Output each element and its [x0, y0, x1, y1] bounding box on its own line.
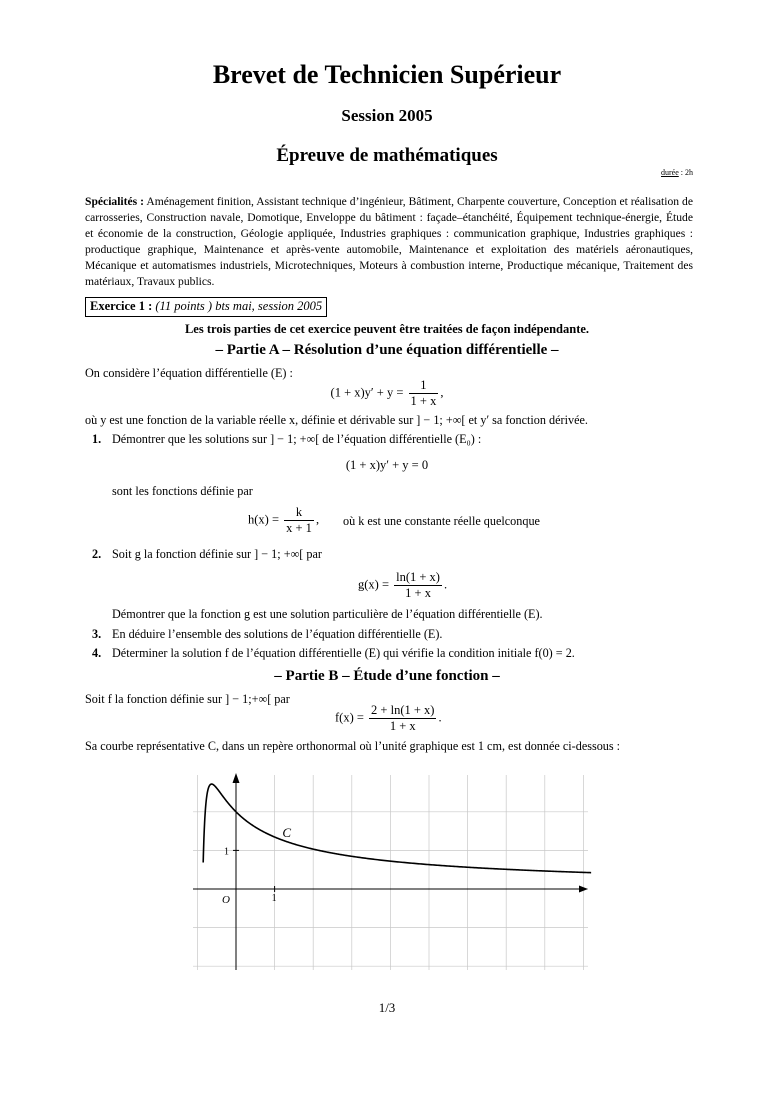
specialities-text: Aménagement finition, Assistant technique d’ingénieur, Bâtiment, Charpente couverture, Conception et réalisation de carrosseries, Construction navale, Domotique, Enveloppe du bâtiment : façade–étanchéité, Équipement technique-énergie, Étude et économie de la construction, Géologie appliquée, Industries graphiques : communication graphique, Industries graphiques : productique graphique, Maintenance et après-vente automobile, Maintenance et exploitation des matériels aéronautiques, Mécanique et automatismes industriels, Microtechniques, Moteurs à combustion interne, Productique mécanique, Traitement des matériaux, Travaux publics. — [85, 195, 693, 288]
equation-g-end: . — [443, 577, 448, 592]
page-number: 1/3 — [378, 1000, 396, 1015]
equation-f-left: f(x) = — [335, 710, 368, 725]
question-3-number: 3. — [92, 627, 102, 641]
question-1-after: sont les fonctions définie par — [112, 484, 253, 498]
x-tick-label: 1 — [271, 893, 277, 904]
question-1-text: Démontrer que les solutions sur ] − 1; +∞[ de l’équation différentielle (E₀) : — [112, 432, 482, 446]
equation-f-end: . — [438, 710, 442, 725]
curve-description: Sa courbe représentative C, dans un repère orthonormal où l’unité graphique est 1 cm, est donnée ci-dessous : — [85, 739, 621, 753]
curve-label: C — [282, 824, 291, 840]
question-3-text: En déduire l’ensemble des solutions de l’équation différentielle (E). — [112, 627, 443, 641]
equation-e0: (1 + x)y′ + y = 0 — [345, 458, 429, 472]
duration-label: durée — [661, 168, 679, 177]
fraction-denominator: x + 1 — [286, 521, 312, 535]
part-a-heading: – Partie A – Résolution d’une équation différentielle – — [215, 342, 559, 358]
document-title: Brevet de Technicien Supérieur — [212, 60, 562, 89]
part-b-intro: Soit f la fonction définie sur ] − 1;+∞[ par — [85, 692, 290, 706]
grid — [193, 775, 588, 970]
question-4-text: Déterminer la solution f de l’équation différentielle (E) qui vérifie la condition initiale f(0) = 2. — [112, 646, 575, 660]
part-a-after-equation: où y est une fonction de la variable réelle x, définie et dérivable sur ] − 1; +∞[ et y′ sa fonction dérivée. — [85, 413, 588, 427]
y-tick-label: 1 — [224, 846, 229, 858]
fraction-numerator: 2 + ln(1 + x) — [371, 703, 435, 717]
exercise-label: Exercice 1 : — [90, 299, 153, 313]
fraction-numerator: ln(1 + x) — [396, 570, 440, 584]
part-b-heading: – Partie B – Étude d’une fonction – — [274, 668, 500, 684]
fraction-denominator: 1 + x — [405, 586, 431, 600]
equation-h-left: h(x) = — [248, 512, 283, 527]
curve-c — [203, 784, 591, 873]
equation-h-end: , — [315, 512, 320, 527]
fraction-numerator: k — [284, 505, 314, 521]
exercise-note: Les trois parties de cet exercice peuvent être traitées de façon indépendante. — [184, 322, 590, 336]
part-a-intro: On considère l’équation différentielle (E) : — [85, 366, 293, 380]
question-2-number: 2. — [92, 547, 102, 561]
question-1-number: 1. — [92, 432, 102, 446]
question-4-number: 4. — [92, 646, 102, 660]
fraction-denominator: 1 + x — [389, 719, 416, 733]
equation-e-end: , — [440, 385, 444, 400]
y-axis-arrow — [233, 773, 240, 783]
duration-value: : 2h — [678, 168, 693, 177]
session-heading: Session 2005 — [341, 106, 433, 125]
specialities-label: Spécialités : — [85, 195, 144, 208]
equation-e-left: (1 + x)y′ + y = — [330, 385, 407, 400]
exercise-details: (11 points ) bts mai, session 2005 — [155, 299, 323, 313]
fraction-numerator: 1 — [409, 378, 439, 394]
fraction-denominator: 1 + x — [410, 394, 437, 408]
epreuve-heading: Épreuve de mathématiques — [276, 145, 498, 166]
equation-h-note: où k est une constante réelle quelconque — [343, 514, 540, 528]
question-2-text: Soit g la fonction définie sur ] − 1; +∞[ par — [112, 547, 322, 561]
equation-g-left: g(x) = — [358, 577, 393, 592]
origin-label: O — [222, 894, 230, 906]
question-2-after: Démontrer que la fonction g est une solution particulière de l’équation différentielle (E). — [112, 607, 543, 621]
